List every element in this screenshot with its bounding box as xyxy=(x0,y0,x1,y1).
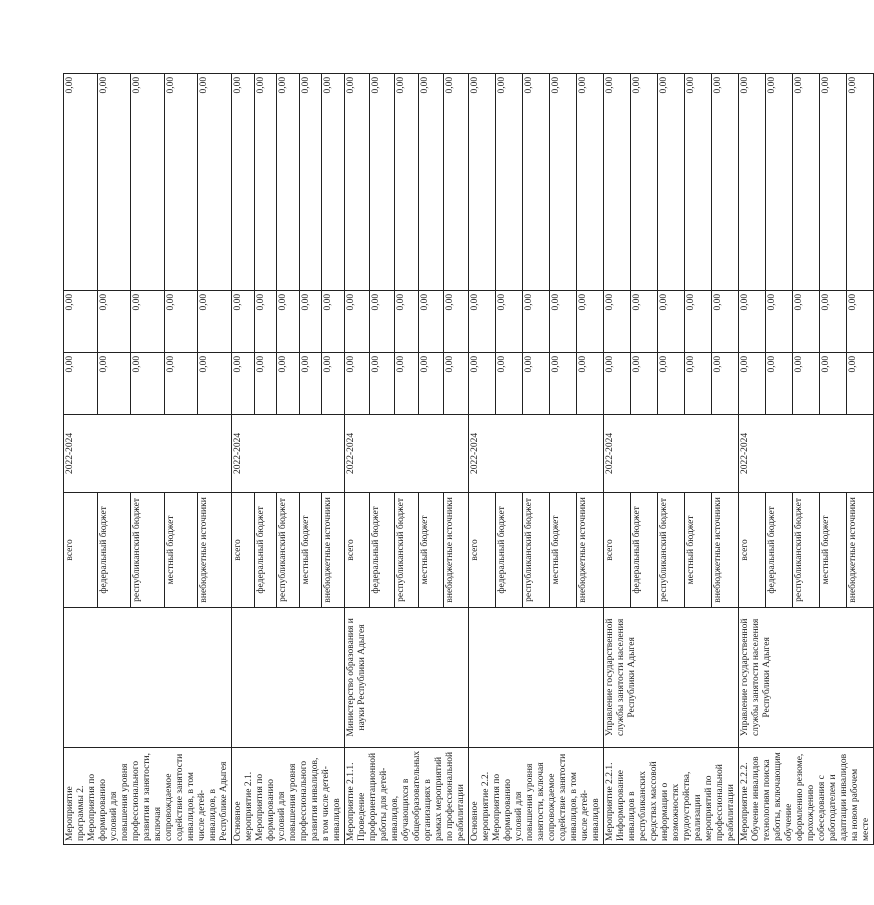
funding-source: внебюджетные источники xyxy=(712,492,739,607)
funding-source: местный бюджет xyxy=(820,492,847,607)
table-row xyxy=(739,73,766,844)
amount-cell: 0,00 xyxy=(469,352,496,414)
table-row xyxy=(345,73,370,844)
amount-cell: 0,00 xyxy=(658,290,685,352)
amount-cell: 0,00 xyxy=(523,352,550,414)
amount-cell: 0,00 xyxy=(523,73,550,290)
funding-source: республиканский бюджет xyxy=(394,492,419,607)
funding-source: федеральный бюджет xyxy=(97,492,131,607)
amount-cell: 0,00 xyxy=(345,290,370,352)
period: 2022-2024 xyxy=(345,414,469,492)
amount-cell: 0,00 xyxy=(712,73,739,290)
amount-cell: 0,00 xyxy=(254,290,277,352)
amount-cell: 0,00 xyxy=(299,352,322,414)
funding-source: республиканский бюджет xyxy=(658,492,685,607)
amount-cell: 0,00 xyxy=(550,73,577,290)
table-row xyxy=(64,73,98,844)
funding-source: всего xyxy=(739,492,766,607)
amount-cell: 0,00 xyxy=(97,73,131,290)
amount-cell: 0,00 xyxy=(766,290,793,352)
period: 2022-2024 xyxy=(64,414,232,492)
amount-cell: 0,00 xyxy=(164,73,198,290)
amount-cell: 0,00 xyxy=(847,290,874,352)
amount-cell: 0,00 xyxy=(469,73,496,290)
amount-cell: 0,00 xyxy=(739,73,766,290)
funding-source: внебюджетные источники xyxy=(577,492,604,607)
amount-cell: 0,00 xyxy=(469,290,496,352)
amount-cell: 0,00 xyxy=(64,73,98,290)
period: 2022-2024 xyxy=(739,414,874,492)
funding-source: федеральный бюджет xyxy=(631,492,658,607)
table-row xyxy=(469,73,496,844)
activity-name: Основное мероприятие 2.1. Мероприятия по формированию условий для повышения уровня профессионального развития инвалидов, в том числе детей-инвалидов xyxy=(232,747,345,844)
amount-cell: 0,00 xyxy=(369,290,394,352)
amount-cell: 0,00 xyxy=(164,290,198,352)
amount-cell: 0,00 xyxy=(847,73,874,290)
amount-cell: 0,00 xyxy=(97,352,131,414)
executor xyxy=(232,607,345,747)
activity-name: Мероприятие 2.2.1. Информирование инвалидов в республиканских средствах массовой информации о возможностях трудоустройства, реализации мероприятий по профессиональной реабилитации xyxy=(604,747,739,844)
amount-cell: 0,00 xyxy=(198,290,232,352)
amount-cell: 0,00 xyxy=(277,290,300,352)
amount-cell: 0,00 xyxy=(444,290,469,352)
amount-cell: 0,00 xyxy=(820,290,847,352)
amount-cell: 0,00 xyxy=(198,352,232,414)
executor: Министерство образования и науки Республики Адыгея xyxy=(345,607,469,747)
amount-cell: 0,00 xyxy=(577,290,604,352)
period: 2022-2024 xyxy=(469,414,604,492)
amount-cell: 0,00 xyxy=(604,352,631,414)
amount-cell: 0,00 xyxy=(198,73,232,290)
funding-source: внебюджетные источники xyxy=(847,492,874,607)
amount-cell: 0,00 xyxy=(444,352,469,414)
funding-source: республиканский бюджет xyxy=(131,492,165,607)
amount-cell: 0,00 xyxy=(394,352,419,414)
amount-cell: 0,00 xyxy=(419,290,444,352)
amount-cell: 0,00 xyxy=(523,290,550,352)
amount-cell: 0,00 xyxy=(658,352,685,414)
amount-cell: 0,00 xyxy=(131,352,165,414)
amount-cell: 0,00 xyxy=(322,73,345,290)
amount-cell: 0,00 xyxy=(496,73,523,290)
amount-cell: 0,00 xyxy=(496,352,523,414)
amount-cell: 0,00 xyxy=(131,73,165,290)
amount-cell: 0,00 xyxy=(685,352,712,414)
executor: Управление государственной службы занятости населения Республики Адыгея xyxy=(604,607,739,747)
funding-source: республиканский бюджет xyxy=(793,492,820,607)
amount-cell: 0,00 xyxy=(131,290,165,352)
amount-cell: 0,00 xyxy=(739,352,766,414)
amount-cell: 0,00 xyxy=(685,73,712,290)
amount-cell: 0,00 xyxy=(793,73,820,290)
funding-source: всего xyxy=(345,492,370,607)
funding-source: федеральный бюджет xyxy=(496,492,523,607)
amount-cell: 0,00 xyxy=(577,73,604,290)
funding-source: всего xyxy=(469,492,496,607)
amount-cell: 0,00 xyxy=(97,290,131,352)
amount-cell: 0,00 xyxy=(394,290,419,352)
table-row xyxy=(604,73,631,844)
amount-cell: 0,00 xyxy=(550,290,577,352)
funding-source: местный бюджет xyxy=(164,492,198,607)
amount-cell: 0,00 xyxy=(277,352,300,414)
funding-source: внебюджетные источники xyxy=(444,492,469,607)
amount-cell: 0,00 xyxy=(685,290,712,352)
amount-cell: 0,00 xyxy=(631,290,658,352)
funding-source: федеральный бюджет xyxy=(369,492,394,607)
amount-cell: 0,00 xyxy=(322,352,345,414)
amount-cell: 0,00 xyxy=(444,73,469,290)
amount-cell: 0,00 xyxy=(820,352,847,414)
executor: Управление государственной службы занятости населения Республики Адыгея xyxy=(739,607,874,747)
table-row xyxy=(232,73,255,844)
activity-name: Основное мероприятие 2.2. Мероприятия по формированию условий для повышения уровня занятости, включая сопровождаемое содействие занятости инвалидов, в том числе детей-инвалидов xyxy=(469,747,604,844)
activity-name: Мероприятие программы 2. Мероприятия по формированию условий для повышения уровня профессионального развития и занятости, включая сопровождаемое содействие занятости инвалидов, в том числе детей-инвалидов, в Республике Адыгея xyxy=(64,747,232,844)
amount-cell: 0,00 xyxy=(369,352,394,414)
amount-cell: 0,00 xyxy=(712,352,739,414)
amount-cell: 0,00 xyxy=(658,73,685,290)
amount-cell: 0,00 xyxy=(299,73,322,290)
amount-cell: 0,00 xyxy=(232,290,255,352)
funding-source: всего xyxy=(604,492,631,607)
amount-cell: 0,00 xyxy=(604,290,631,352)
executor xyxy=(64,607,232,747)
amount-cell: 0,00 xyxy=(345,73,370,290)
amount-cell: 0,00 xyxy=(419,352,444,414)
activity-name: Мероприятие 2.1.1. Проведение профориентационной работы для детей-инвалидов, обучающихся в общеобразовательных организациях в рамках мероприятий по профессиональной реабилитации xyxy=(345,747,469,844)
amount-cell: 0,00 xyxy=(419,73,444,290)
amount-cell: 0,00 xyxy=(232,73,255,290)
period: 2022-2024 xyxy=(232,414,345,492)
amount-cell: 0,00 xyxy=(322,290,345,352)
amount-cell: 0,00 xyxy=(64,290,98,352)
funding-source: всего xyxy=(64,492,98,607)
amount-cell: 0,00 xyxy=(793,352,820,414)
amount-cell: 0,00 xyxy=(394,73,419,290)
amount-cell: 0,00 xyxy=(766,73,793,290)
amount-cell: 0,00 xyxy=(820,73,847,290)
amount-cell: 0,00 xyxy=(496,290,523,352)
funding-source: местный бюджет xyxy=(299,492,322,607)
funding-source: всего xyxy=(232,492,255,607)
amount-cell: 0,00 xyxy=(739,290,766,352)
funding-source: местный бюджет xyxy=(419,492,444,607)
amount-cell: 0,00 xyxy=(577,352,604,414)
funding-source: республиканский бюджет xyxy=(523,492,550,607)
amount-cell: 0,00 xyxy=(766,352,793,414)
amount-cell: 0,00 xyxy=(550,352,577,414)
funding-source: местный бюджет xyxy=(685,492,712,607)
amount-cell: 0,00 xyxy=(847,352,874,414)
amount-cell: 0,00 xyxy=(277,73,300,290)
executor xyxy=(469,607,604,747)
funding-source: местный бюджет xyxy=(550,492,577,607)
amount-cell: 0,00 xyxy=(631,352,658,414)
amount-cell: 0,00 xyxy=(345,352,370,414)
amount-cell: 0,00 xyxy=(631,73,658,290)
amount-cell: 0,00 xyxy=(793,290,820,352)
amount-cell: 0,00 xyxy=(369,73,394,290)
funding-source: федеральный бюджет xyxy=(254,492,277,607)
amount-cell: 0,00 xyxy=(254,352,277,414)
period: 2022-2024 xyxy=(604,414,739,492)
funding-source: внебюджетные источники xyxy=(198,492,232,607)
amount-cell: 0,00 xyxy=(604,73,631,290)
funding-source: внебюджетные источники xyxy=(322,492,345,607)
funding-source: республиканский бюджет xyxy=(277,492,300,607)
activity-name: Мероприятие 2.2.2. Обучение инвалидов технологиям поиска работы, включающим обучение оформлению резюме, прохождению собеседования с работодателем и адаптации инвалидов на новом рабочем месте xyxy=(739,747,874,844)
amount-cell: 0,00 xyxy=(299,290,322,352)
amount-cell: 0,00 xyxy=(232,352,255,414)
amount-cell: 0,00 xyxy=(712,290,739,352)
amount-cell: 0,00 xyxy=(164,352,198,414)
funding-source: федеральный бюджет xyxy=(766,492,793,607)
financing-table xyxy=(63,73,874,845)
amount-cell: 0,00 xyxy=(64,352,98,414)
amount-cell: 0,00 xyxy=(254,73,277,290)
